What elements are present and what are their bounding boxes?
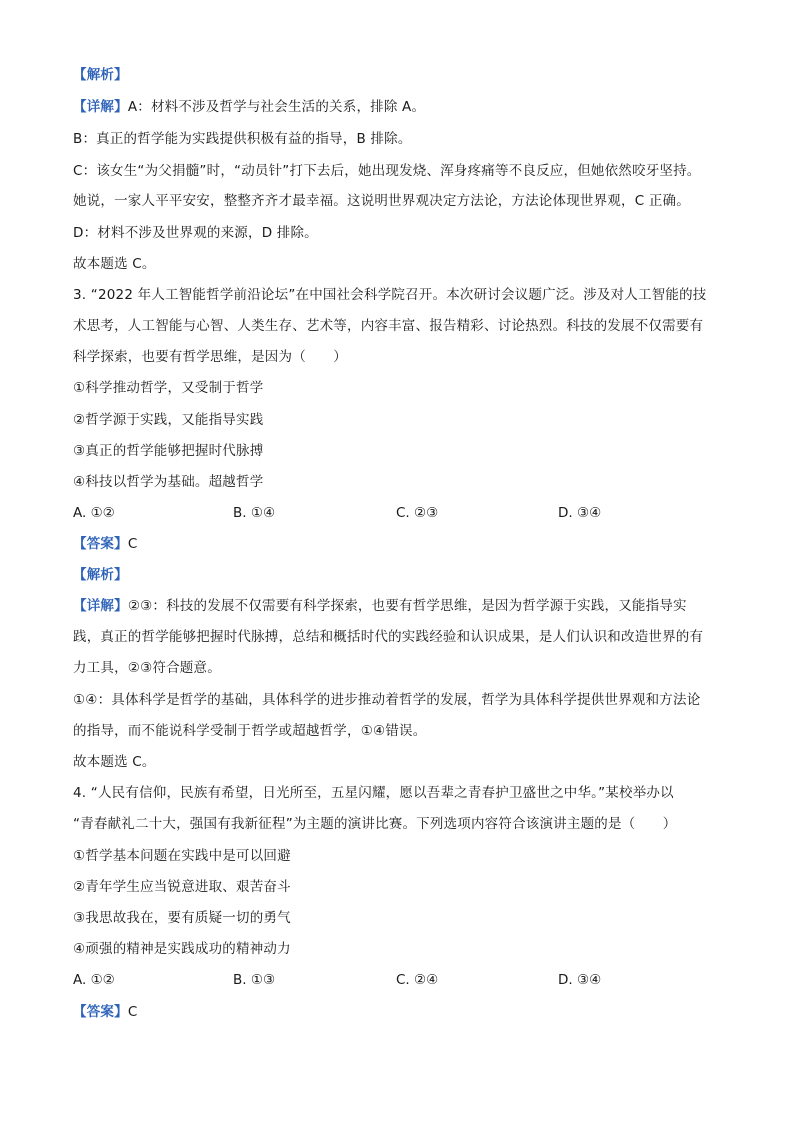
detail-line: 她说，一家人平平安安，整整齐齐才最幸福。这说明世界观决定方法论，方法论体现世界观，C 正确。 <box>73 193 690 209</box>
detail-line: C：该女生“为父捐髓”时，“动员针”打下去后，她出现发烧、浑身疼痛等不良反应，但她依然咬牙坚持。 <box>73 163 701 179</box>
option-a: A. ①② <box>73 505 115 521</box>
analysis-heading: 【解析】 <box>73 67 128 83</box>
detail-line: 践，真正的哲学能够把握时代脉搏，总结和概括时代的实践经验和认识成果，是人们认识和改造世界的有 <box>73 629 704 645</box>
conclusion-line: 故本题选 C。 <box>73 754 156 770</box>
analysis-heading: 【解析】 <box>73 567 128 583</box>
answer-tag: 【答案】 <box>73 1004 128 1020</box>
answer-tag: 【答案】 <box>73 536 128 552</box>
question-stem: “青春献礼二十大，强国有我新征程”为主题的演讲比赛。下列选项内容符合该演讲主题的是（ ） <box>73 816 677 832</box>
question-item: ③我思故我在，要有质疑一切的勇气 <box>73 910 291 926</box>
question-item: ②哲学源于实践，又能指导实践 <box>73 412 264 428</box>
question-stem: 3. “2022 年人工智能哲学前沿论坛”在中国社会科学院召开。本次研讨会议题广泛。涉及对人工智能的技 <box>73 287 707 303</box>
detail-line: D：材料不涉及世界观的来源，D 排除。 <box>73 225 318 241</box>
question-item: ②青年学生应当锐意进取、艰苦奋斗 <box>73 879 291 895</box>
option-a: A. ①② <box>73 972 115 988</box>
detail-line: 的指导，而不能说科学受制于哲学或超越哲学，①④错误。 <box>73 723 427 739</box>
answer-line <box>73 534 137 554</box>
answer-value: C <box>127 536 138 552</box>
question-item: ④科技以哲学为基础。超越哲学 <box>73 474 264 490</box>
detail-line: B：真正的哲学能为实践提供积极有益的指导，B 排除。 <box>73 131 412 147</box>
option-d: D. ③④ <box>558 972 602 988</box>
detail-line: ①④：具体科学是哲学的基础，具体科学的进步推动着哲学的发展，哲学为具体科学提供世界观和方法论 <box>73 692 701 708</box>
detail-tag: 【详解】 <box>73 99 128 115</box>
question-item: ①科学推动哲学，又受制于哲学 <box>73 380 264 396</box>
question-stem: 科学探索，也要有哲学思维，是因为（ ） <box>73 349 347 365</box>
detail-tag: 【详解】 <box>73 598 128 614</box>
detail-line <box>73 596 687 616</box>
detail-text: A：材料不涉及哲学与社会生活的关系，排除 A。 <box>127 99 426 115</box>
option-c: C. ②③ <box>396 505 439 521</box>
question-item: ①哲学基本问题在实践中是可以回避 <box>73 848 291 864</box>
answer-line <box>73 1002 137 1022</box>
question-item: ③真正的哲学能够把握时代脉搏 <box>73 443 264 459</box>
conclusion-line: 故本题选 C。 <box>73 256 156 272</box>
option-d: D. ③④ <box>558 505 602 521</box>
answer-options <box>73 503 733 523</box>
answer-options <box>73 970 733 990</box>
answer-value: C <box>127 1004 138 1020</box>
option-b: B. ①④ <box>233 505 276 521</box>
question-stem: 术思考，人工智能与心智、人类生存、艺术等，内容丰富、报告精彩、讨论热烈。科技的发展不仅需要有 <box>73 318 704 334</box>
option-b: B. ①③ <box>233 972 276 988</box>
detail-line <box>73 97 425 117</box>
detail-line: 力工具，②③符合题意。 <box>73 660 221 676</box>
question-item: ④顽强的精神是实践成功的精神动力 <box>73 941 291 957</box>
question-stem: 4. “人民有信仰，民族有希望，日光所至，五星闪耀，愿以吾辈之青春护卫盛世之中华。”某校举办以 <box>73 785 674 801</box>
option-c: C. ②④ <box>396 972 439 988</box>
detail-text: ②③：科技的发展不仅需要有科学探索，也要有哲学思维，是因为哲学源于实践，又能指导实 <box>127 598 687 614</box>
